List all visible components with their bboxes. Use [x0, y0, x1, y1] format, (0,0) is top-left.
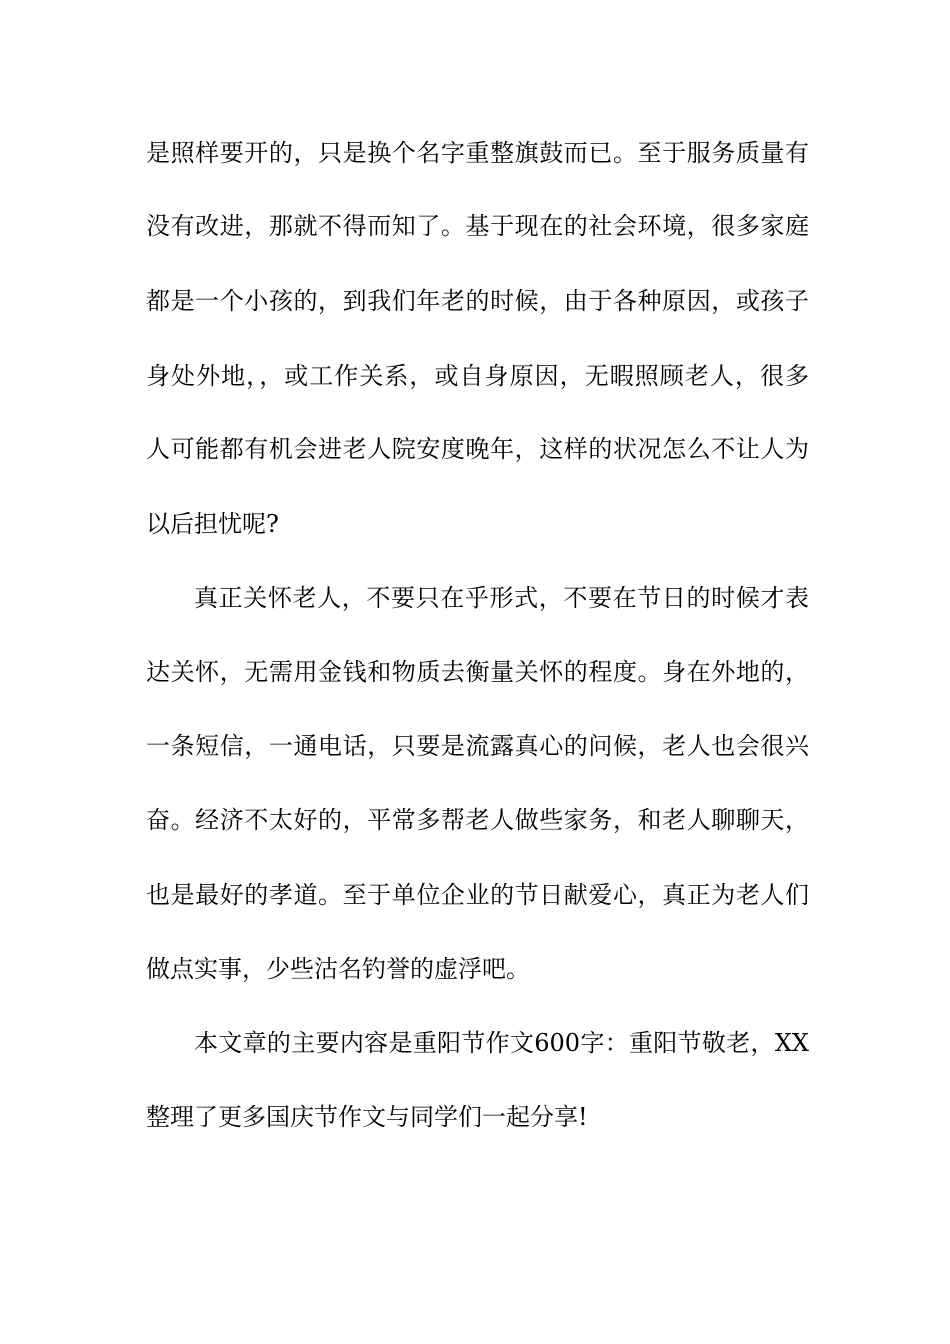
paragraph-2-line-4: 奋。经济不太好的，平常多帮老人做些家务，和老人聊聊天，: [146, 806, 809, 834]
paragraph-2-line-1: 真正关怀老人，不要只在乎形式，不要在节日的时候才表: [194, 584, 809, 612]
paragraph-1-line-4: 身处外地，，或工作关系，或自身原因，无暇照顾老人，很多: [146, 362, 809, 390]
paragraph-1-line-1: 是照样要开的，只是换个名字重整旗鼓而已。至于服务质量有: [146, 139, 809, 167]
paragraph-1-line-6: 以后担忧呢?: [146, 510, 279, 538]
paragraph-1-line-3: 都是一个小孩的，到我们年老的时候，由于各种原因，或孩子: [146, 287, 809, 315]
paragraph-1-line-5: 人可能都有机会进老人院安度晚年，这样的状况怎么不让人为: [146, 435, 809, 463]
paragraph-3-line-1: 本文章的主要内容是重阳节作文600字：重阳节敬老，XX: [194, 1029, 809, 1057]
paragraph-2-line-5: 也是最好的孝道。至于单位企业的节日献爱心，真正为老人们: [146, 881, 809, 909]
paragraph-1-line-2: 没有改进，那就不得而知了。基于现在的社会环境，很多家庭: [146, 212, 809, 240]
paragraph-2-line-6: 做点实事，少些沽名钓誉的虚浮吧。: [146, 955, 530, 983]
paragraph-3-line-2: 整理了更多国庆节作文与同学们一起分享!: [146, 1103, 588, 1131]
paragraph-2-line-2: 达关怀，无需用金钱和物质去衡量关怀的程度。身在外地的，: [146, 658, 809, 686]
paragraph-2-line-3: 一条短信，一通电话，只要是流露真心的问候，老人也会很兴: [146, 732, 809, 760]
